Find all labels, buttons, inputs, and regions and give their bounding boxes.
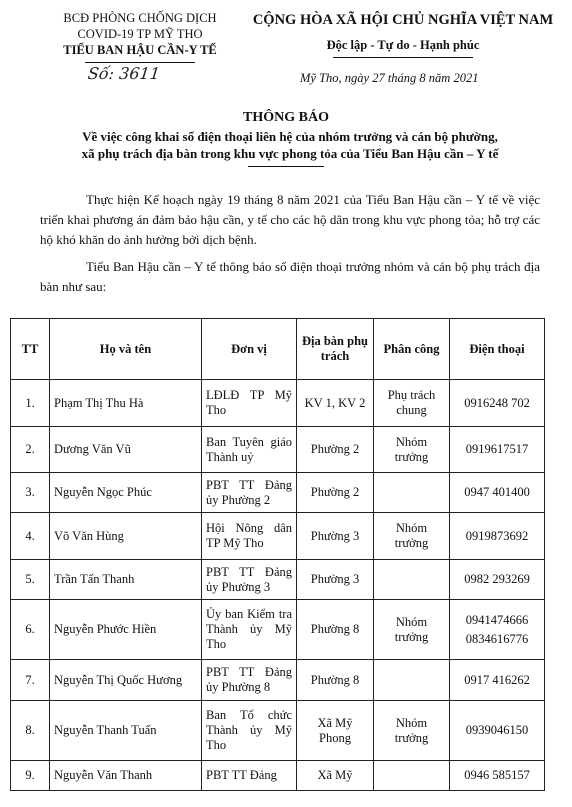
col-header-unit: Đơn vị (202, 319, 297, 380)
cell-phone: 0946 585157 (450, 761, 545, 791)
table-row (11, 473, 545, 513)
table-row (11, 427, 545, 473)
cell-role: Nhóm trưởng (374, 600, 450, 660)
cell-tt: 9. (11, 761, 50, 791)
cell-role (374, 560, 450, 600)
cell-phone: 0919873692 (450, 513, 545, 560)
cell-role: Phụ trách chung (374, 380, 450, 427)
cell-name: Dương Văn Vũ (50, 427, 202, 473)
table-row (11, 701, 545, 761)
subtitle-line-1: Về việc công khai số điện thoại liên hệ của nhóm trưởng và cán bộ phường, (82, 129, 498, 144)
contact-table (10, 318, 545, 791)
table-row (11, 380, 545, 427)
cell-area: Phường 8 (297, 660, 374, 701)
cell-tt: 1. (11, 380, 50, 427)
cell-tt: 6. (11, 600, 50, 660)
cell-role: Nhóm trưởng (374, 513, 450, 560)
place-date: Mỹ Tho, ngày 27 tháng 8 năm 2021 (300, 71, 479, 85)
cell-unit: PBT TT Đảng (202, 761, 297, 791)
cell-name: Nguyễn Phước Hiền (50, 600, 202, 660)
paragraph-1: Thực hiện Kế hoạch ngày 19 tháng 8 năm 2021 của Tiểu Ban Hậu cần – Y tế về việc triển khai phương án đảm bảo hậu cần, y tế cho các hộ dân trong khu vực phong tỏa; hỗ trợ các hộ khó khăn do ảnh hưởng bởi dịch bệnh. (40, 192, 540, 247)
cell-role: Nhóm trưởng (374, 427, 450, 473)
agency-underline (85, 62, 195, 63)
motto-underline (333, 57, 473, 58)
cell-unit: Ban Tổ chức Thành ủy Mỹ Tho (202, 701, 297, 761)
table-header-row (11, 319, 545, 380)
cell-name: Phạm Thị Thu Hà (50, 380, 202, 427)
table-row (11, 560, 545, 600)
cell-role (374, 761, 450, 791)
cell-role (374, 473, 450, 513)
cell-area: Xã Mỹ (297, 761, 374, 791)
subtitle-line-2: xã phụ trách địa bàn trong khu vực phong tỏa của Tiểu Ban Hậu cần – Y tế (81, 146, 499, 161)
cell-phone: 0939046150 (450, 701, 545, 761)
cell-unit: PBT TT Đảng ủy Phường 8 (202, 660, 297, 701)
cell-unit: Hội Nông dân TP Mỹ Tho (202, 513, 297, 560)
cell-unit: PBT TT Đảng ủy Phường 3 (202, 560, 297, 600)
col-header-role: Phân công (374, 319, 450, 380)
subtitle-underline (248, 166, 324, 167)
phone-line-1: 0941474666 (465, 612, 529, 627)
table-row (11, 513, 545, 560)
document-number: Số: 3611 (87, 64, 161, 83)
col-header-area: Địa bàn phụ trách (297, 319, 374, 380)
cell-name: Võ Văn Hùng (50, 513, 202, 560)
paragraph-2: Tiểu Ban Hậu cần – Y tế thông báo số điện thoại trưởng nhóm và cán bộ phụ trách địa bàn như sau: (40, 259, 540, 294)
cell-area: Phường 2 (297, 473, 374, 513)
cell-tt: 5. (11, 560, 50, 600)
cell-name: Nguyễn Thanh Tuấn (50, 701, 202, 761)
col-header-tt: TT (11, 319, 50, 380)
phone-line-2: 0834616776 (465, 631, 529, 646)
cell-name: Nguyễn Ngọc Phúc (50, 473, 202, 513)
cell-unit: LĐLĐ TP Mỹ Tho (202, 380, 297, 427)
cell-tt: 8. (11, 701, 50, 761)
cell-tt: 7. (11, 660, 50, 701)
cell-role (374, 660, 450, 701)
agency-line-3: TIỂU BAN HẬU CẦN-Y TẾ (63, 43, 217, 57)
cell-tt: 4. (11, 513, 50, 560)
col-header-phone: Điện thoại (450, 319, 545, 380)
cell-unit: Ủy ban Kiểm tra Thành ủy Mỹ Tho (202, 600, 297, 660)
cell-phone: 0919617517 (450, 427, 545, 473)
national-header-block (238, 12, 568, 58)
cell-phone: 0947 401400 (450, 473, 545, 513)
agency-line-1: BCĐ PHÒNG CHỐNG DỊCH (63, 11, 217, 25)
cell-name: Nguyễn Văn Thanh (50, 761, 202, 791)
national-motto: Độc lập - Tự do - Hạnh phúc (326, 38, 480, 52)
nation-name: CỘNG HÒA XÃ HỘI CHỦ NGHĨA VIỆT NAM (252, 12, 554, 28)
cell-phone: 0917 416262 (450, 660, 545, 701)
cell-phone (450, 600, 545, 660)
agency-line-2: COVID-19 TP MỸ THO (77, 27, 203, 41)
col-header-name: Họ và tên (50, 319, 202, 380)
cell-tt: 2. (11, 427, 50, 473)
table-row (11, 600, 545, 660)
cell-area: Phường 2 (297, 427, 374, 473)
cell-tt: 3. (11, 473, 50, 513)
cell-role: Nhóm trưởng (374, 701, 450, 761)
cell-unit: Ban Tuyên giáo Thành uỷ (202, 427, 297, 473)
cell-name: Trần Tấn Thanh (50, 560, 202, 600)
cell-area: Xã Mỹ Phong (297, 701, 374, 761)
cell-area: Phường 3 (297, 513, 374, 560)
document-subtitle (20, 128, 560, 162)
table-row (11, 660, 545, 701)
cell-phone: 0982 293269 (450, 560, 545, 600)
cell-name: Nguyễn Thị Quốc Hương (50, 660, 202, 701)
cell-area: KV 1, KV 2 (297, 380, 374, 427)
cell-area: Phường 8 (297, 600, 374, 660)
cell-unit: PBT TT Đảng ủy Phường 2 (202, 473, 297, 513)
table-row (11, 761, 545, 791)
issuing-agency-block (40, 10, 240, 63)
cell-phone: 0916248 702 (450, 380, 545, 427)
document-title: THÔNG BÁO (243, 110, 329, 125)
cell-area: Phường 3 (297, 560, 374, 600)
